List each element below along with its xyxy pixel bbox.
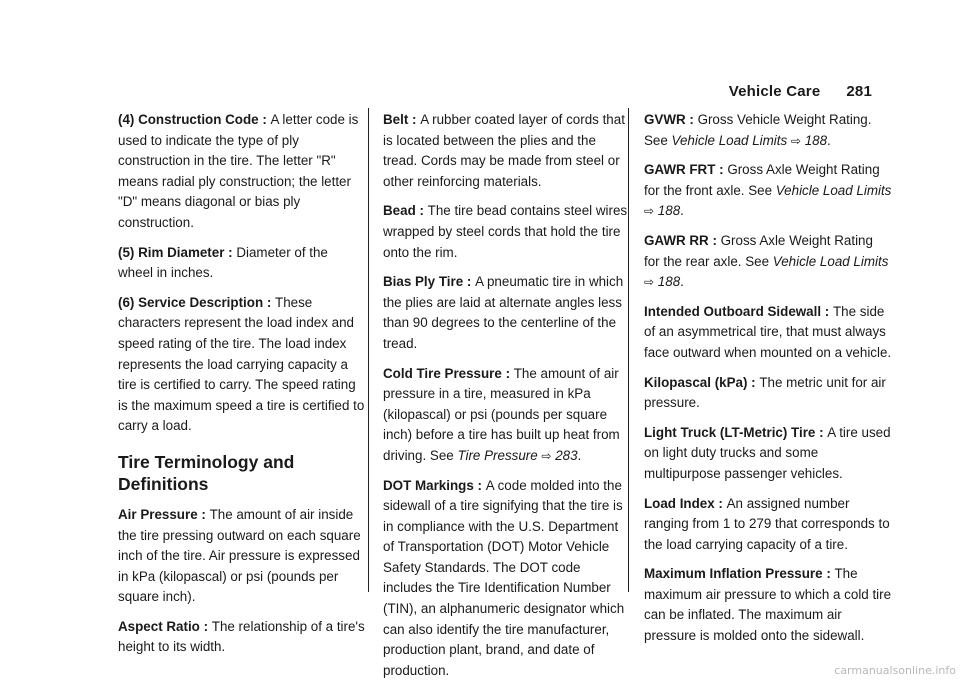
page-reference-icon: ⇨ — [790, 133, 801, 148]
definition-maximum-inflation-pressure — [644, 564, 892, 646]
definition-text: The maximum air pressure to which a cold tire can be inflated. The maximum air pressure is molded onto the sidewall. — [644, 566, 892, 644]
term: GVWR — [644, 112, 686, 127]
definition-text: Diameter of the wheel in inches. — [118, 244, 328, 281]
reference-page[interactable]: 188 — [657, 274, 681, 290]
term: (6) Service Description — [118, 294, 264, 310]
definition-service-description — [118, 293, 366, 437]
section-heading: Tire Terminology and Definitions — [118, 451, 295, 494]
definition-text: A pneumatic tire in which the plies are laid at alternate angles less than 90 degrees to the centerline of the tread. — [383, 274, 624, 351]
definition-text: The side of an asymmetrical tire, that must always face outward when mounted on a vehicle. — [644, 303, 892, 360]
separator: : — [258, 112, 271, 127]
cross-reference-link[interactable] — [672, 133, 828, 148]
definition-bead — [383, 201, 631, 263]
definition-kilopascal — [644, 373, 892, 414]
page-header — [729, 83, 872, 100]
definition-dot-markings — [383, 476, 631, 682]
term: Bead — [383, 203, 416, 219]
term: Air Pressure — [118, 506, 198, 522]
separator: : — [815, 424, 828, 440]
column-1 — [118, 110, 366, 667]
definition-text: A code molded into the sidewall of a tire signifying that the tire is in compliance with the U.S. Department of Transportation (DOT) Motor Vehicle Safety Standards. The DOT code includes the Tire Identification Number (TIN), an alphanumeric designator which can also identify the tire manufacturer, production plant, brand, and date of production. — [383, 477, 625, 678]
reference-title[interactable]: Vehicle Load Limits — [671, 132, 788, 148]
definition-text: A letter code is used to indicate the type of ply construction in the tire. The letter "R" means radial ply construction; the letter "D" means diagonal or bias ply construction. — [118, 112, 359, 230]
separator: : — [747, 374, 760, 390]
separator: : — [199, 618, 212, 634]
separator: : — [501, 365, 514, 381]
definition-text: An assigned number ranging from 1 to 279 that corresponds to the load carrying capacity of a tire. — [644, 495, 890, 552]
separator: : — [715, 162, 728, 178]
separator: : — [463, 274, 476, 290]
definition-cold-tire-pressure — [383, 364, 631, 467]
definition-text: The amount of air inside the tire pressing outward on each square inch of the tire. Air pressure is expressed in kPa (kilopascal) or psi (pounds per square inch). — [118, 506, 361, 605]
separator: : — [408, 112, 421, 127]
column-2 — [383, 110, 631, 690]
separator: : — [714, 495, 727, 511]
term: Bias Ply Tire — [383, 274, 464, 290]
definition-light-truck-tire — [644, 423, 892, 485]
separator: : — [473, 477, 486, 493]
term: Load Index — [644, 495, 715, 511]
page-number: 281 — [846, 83, 872, 100]
separator: : — [224, 244, 237, 260]
definition-intended-outboard-sidewall — [644, 302, 892, 364]
term: Aspect Ratio — [118, 618, 200, 634]
reference-page[interactable]: 188 — [804, 132, 828, 148]
definition-text: Gross Axle Weight Rating for the front axle. See — [644, 162, 880, 198]
separator: : — [822, 566, 835, 582]
term: GAWR FRT — [644, 162, 716, 178]
definition-text: A rubber coated layer of cords that is located between the plies and the tread. Cords may be made from steel or other reinforcing materials. — [383, 112, 625, 189]
reference-title[interactable]: Tire Pressure — [457, 447, 538, 463]
definition-belt — [383, 110, 631, 192]
definition-text: Gross Vehicle Weight Rating. See — [644, 112, 872, 148]
page-reference-icon: ⇨ — [541, 448, 552, 463]
reference-page[interactable]: 188 — [657, 203, 681, 219]
definition-gawr-frt — [644, 160, 892, 222]
column-divider — [368, 108, 369, 592]
term: Cold Tire Pressure — [383, 365, 502, 381]
term: GAWR RR — [644, 232, 709, 248]
term: (4) Construction Code — [118, 112, 259, 127]
column-3 — [644, 110, 892, 656]
punctuation: . — [680, 203, 684, 219]
definition-text: The amount of air pressure in a tire, measured in kPa (kilopascal) or psi (pounds per square inch) before a tire has built up heat from driving. See — [383, 365, 620, 463]
definition-text: The tire bead contains steel wires wrapped by steel cords that hold the tire onto the rim. — [383, 203, 628, 260]
reference-title[interactable]: Vehicle Load Limits — [775, 182, 892, 198]
definition-construction-code — [118, 110, 366, 234]
cross-reference-link[interactable] — [457, 448, 577, 463]
reference-page[interactable]: 283 — [555, 447, 578, 463]
definition-text: Gross Axle Weight Rating for the rear axle. See — [644, 232, 873, 269]
punctuation: . — [680, 274, 684, 290]
definition-bias-ply-tire — [383, 272, 631, 354]
separator: : — [821, 303, 833, 319]
definition-text: The metric unit for air pressure. — [644, 374, 886, 411]
term: Maximum Inflation Pressure — [644, 566, 823, 582]
term: Kilopascal (kPa) — [644, 374, 748, 390]
term: Light Truck (LT-Metric) Tire — [644, 424, 816, 440]
separator: : — [415, 203, 428, 219]
definition-text: The relationship of a tire's height to its width. — [118, 618, 365, 655]
definition-aspect-ratio — [118, 617, 366, 658]
page-reference-icon: ⇨ — [644, 275, 655, 290]
term: (5) Rim Diameter — [118, 244, 225, 260]
separator: : — [197, 506, 210, 522]
reference-title[interactable]: Vehicle Load Limits — [772, 253, 889, 269]
term: Belt — [383, 112, 409, 127]
term: DOT Markings — [383, 477, 474, 493]
definition-text: These characters represent the load index and speed rating of the tire. The load index represents the load carrying capacity a tire is certified to carry. The speed rating is the maximum speed a tire is certified to carry a load. — [118, 294, 365, 434]
separator: : — [708, 232, 721, 248]
definition-text: A tire used on light duty trucks and some multipurpose passenger vehicles. — [644, 424, 891, 481]
definition-load-index — [644, 494, 892, 556]
section-title: Vehicle Care — [728, 83, 821, 100]
definition-gawr-rr — [644, 231, 892, 293]
separator: : — [263, 294, 276, 310]
definition-air-pressure — [118, 505, 366, 608]
definition-rim-diameter — [118, 243, 366, 284]
term: Intended Outboard Sidewall — [644, 303, 822, 319]
separator: : — [685, 112, 698, 127]
punctuation: . — [577, 447, 582, 463]
page-reference-icon: ⇨ — [644, 204, 655, 219]
watermark: carmanualsonline.info — [834, 664, 956, 677]
punctuation: . — [827, 132, 831, 148]
definition-gvwr — [644, 110, 892, 151]
